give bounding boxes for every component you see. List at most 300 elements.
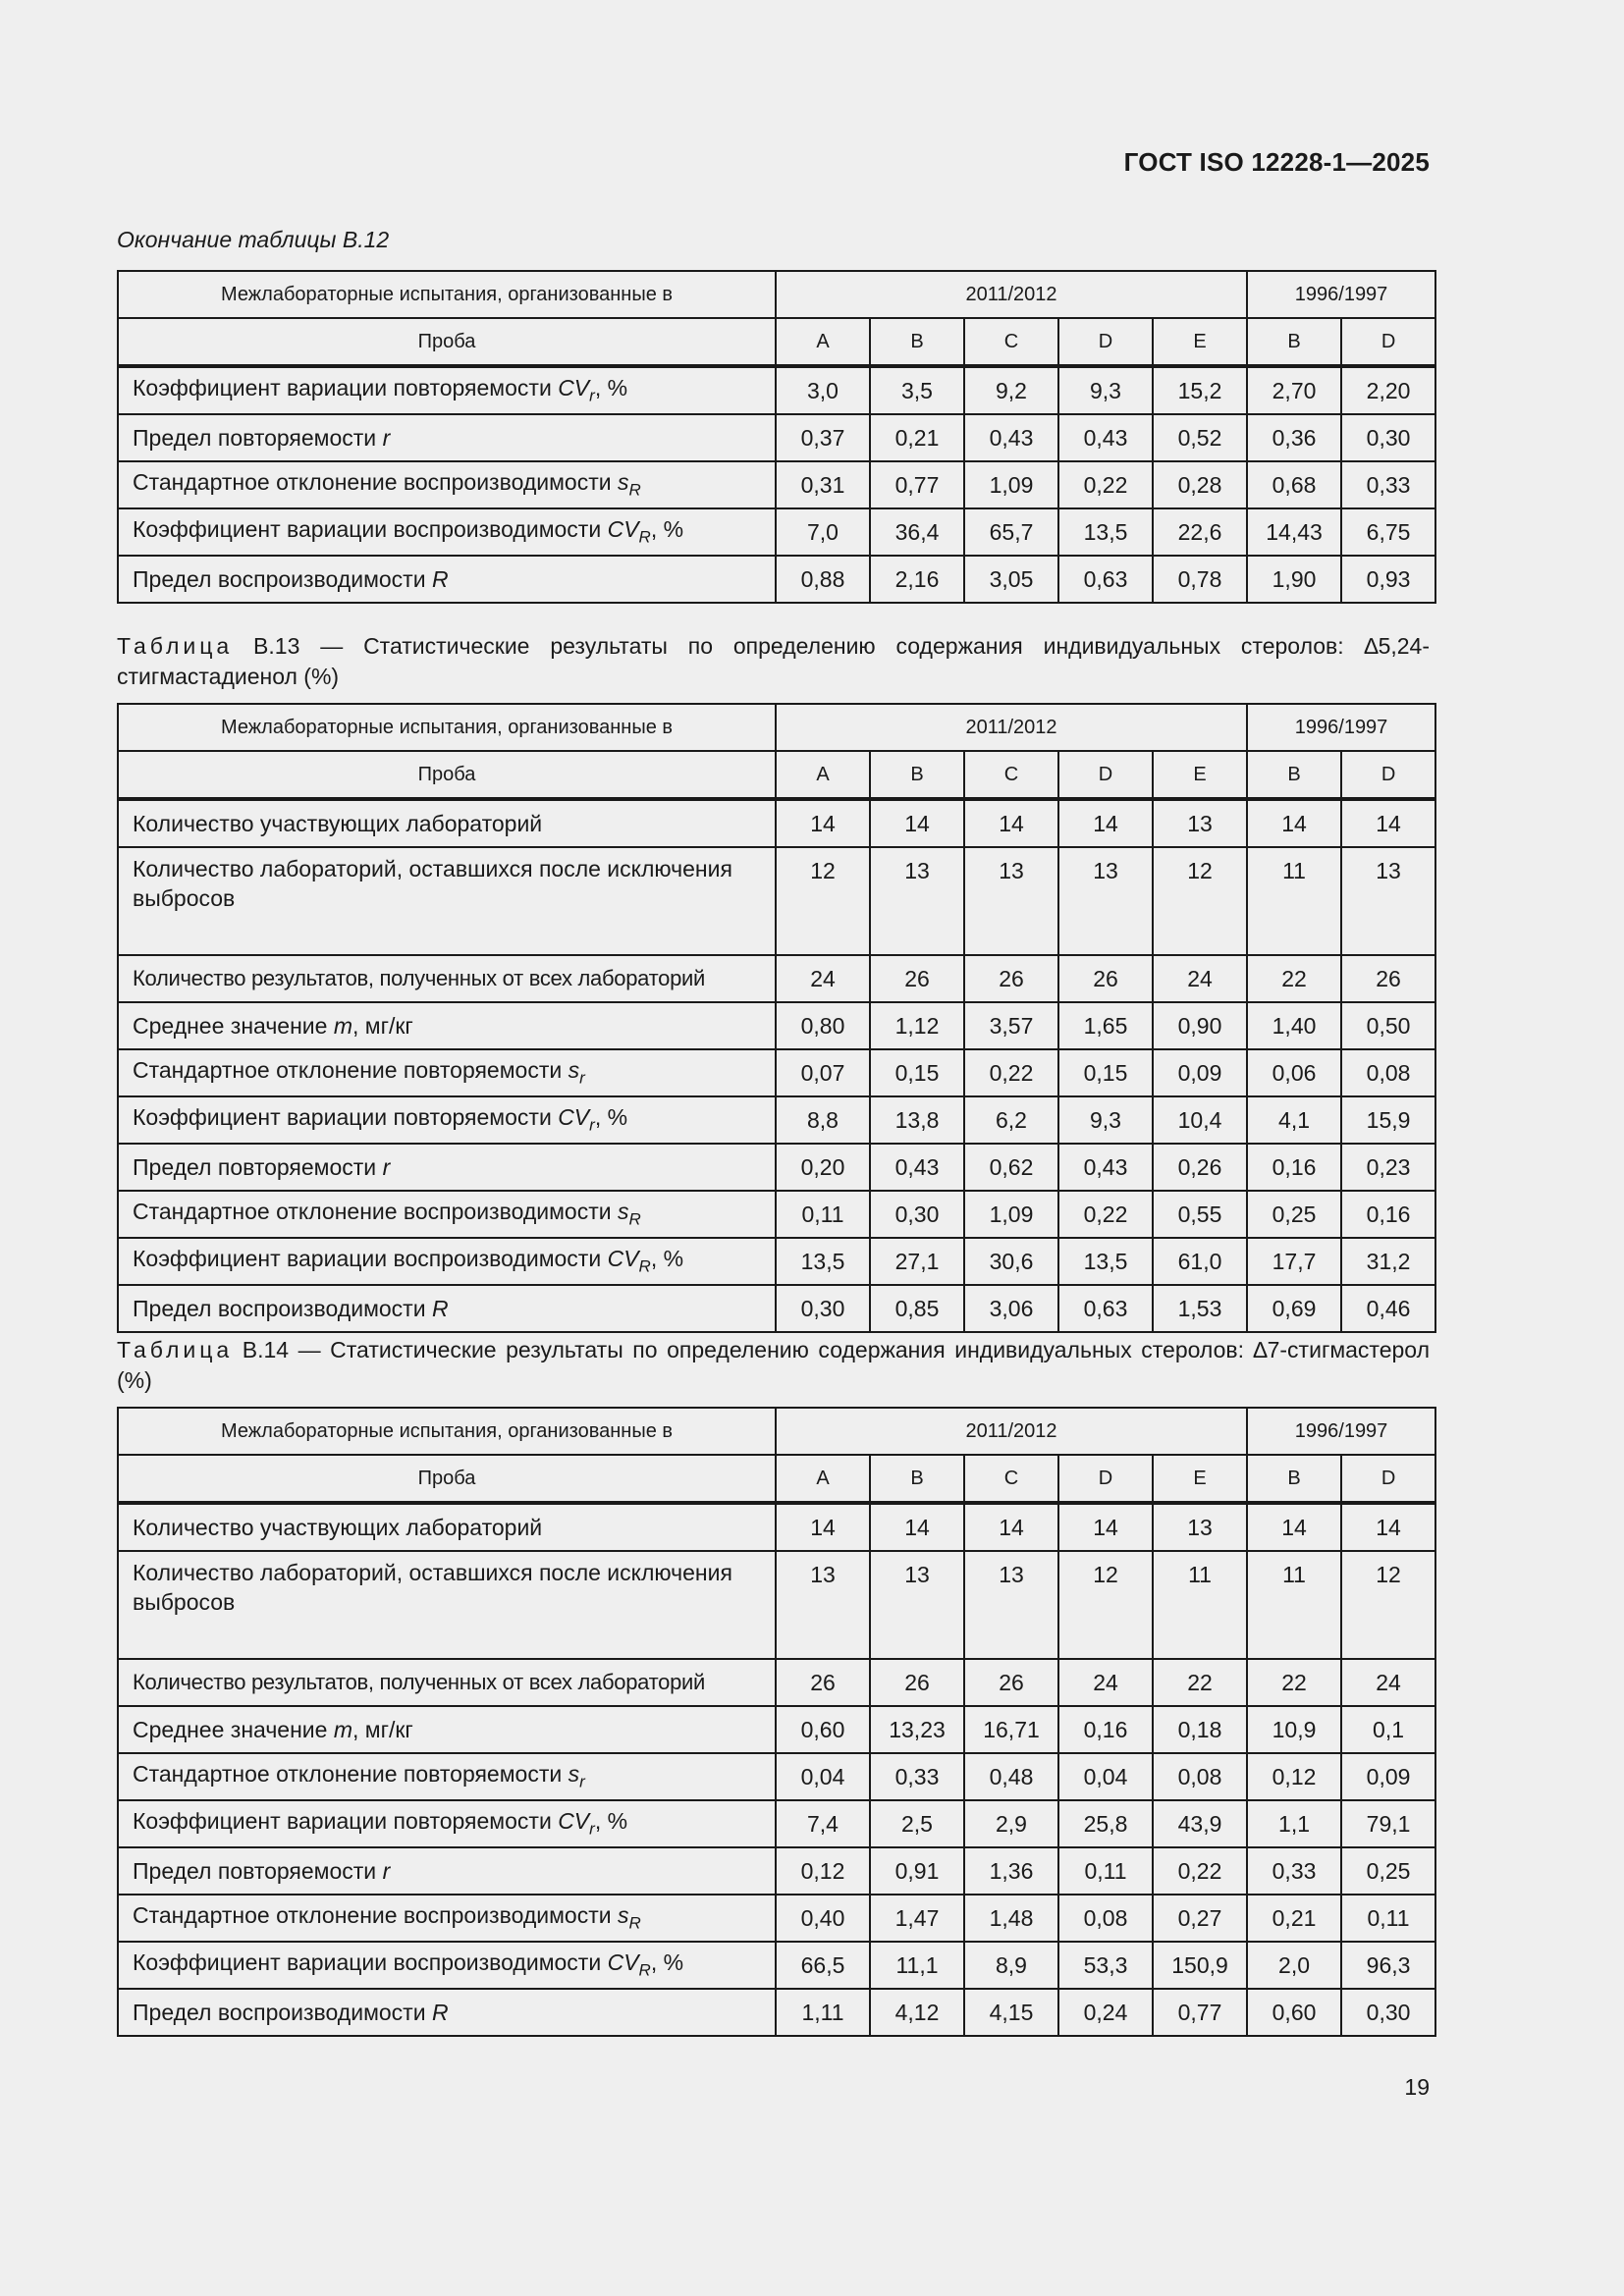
row-label-subscript: R xyxy=(638,1256,651,1276)
value-cell: 12 xyxy=(1153,847,1247,955)
header-group-2011-2012: 2011/2012 xyxy=(776,271,1247,318)
value-cell: 14 xyxy=(776,1503,870,1551)
header-sample-cell: B xyxy=(1247,1455,1341,1503)
value-cell: 8,8 xyxy=(776,1096,870,1144)
row-label xyxy=(118,1800,776,1847)
header-sample-cell: B xyxy=(1247,751,1341,799)
header-sample-cell: D xyxy=(1341,1455,1435,1503)
header-row-sample xyxy=(118,318,1435,366)
value-cell: 16,71 xyxy=(964,1706,1058,1753)
table-b13-caption xyxy=(117,631,1430,692)
value-cell: 0,33 xyxy=(870,1753,964,1800)
row-label-text: Коэффициент вариации повторяемости xyxy=(133,1808,559,1835)
value-cell: 24 xyxy=(1058,1659,1153,1706)
row-label xyxy=(118,955,776,1002)
value-cell: 14 xyxy=(870,799,964,847)
value-cell: 0,25 xyxy=(1341,1847,1435,1895)
value-cell: 0,15 xyxy=(1058,1049,1153,1096)
header-sample-cell: E xyxy=(1153,318,1247,366)
value-cell: 1,1 xyxy=(1247,1800,1341,1847)
row-label-text: Количество участвующих лабораторий xyxy=(133,810,543,836)
value-cell: 11 xyxy=(1247,847,1341,955)
row-label xyxy=(118,1503,776,1551)
value-cell: 0,85 xyxy=(870,1285,964,1332)
table-row xyxy=(118,1144,1435,1191)
row-label-symbol: R xyxy=(431,1295,449,1321)
value-cell: 0,33 xyxy=(1247,1847,1341,1895)
header-row-sample xyxy=(118,751,1435,799)
value-cell: 12 xyxy=(776,847,870,955)
value-cell: 0,48 xyxy=(964,1753,1058,1800)
value-cell: 0,55 xyxy=(1153,1191,1247,1238)
value-cell: 13,23 xyxy=(870,1706,964,1753)
header-organized-label: Межлабораторные испытания, организованные в xyxy=(118,271,776,318)
value-cell: 0,88 xyxy=(776,556,870,603)
value-cell: 0,37 xyxy=(776,414,870,461)
value-cell: 12 xyxy=(1341,1551,1435,1659)
value-cell: 0,93 xyxy=(1341,556,1435,603)
header-sample-cell: E xyxy=(1153,751,1247,799)
value-cell: 0,60 xyxy=(776,1706,870,1753)
row-label-subscript: r xyxy=(589,386,595,405)
table-row xyxy=(118,414,1435,461)
table-word: Таблица xyxy=(117,633,234,659)
value-cell: 0,90 xyxy=(1153,1002,1247,1049)
table-b13-title: В.13 — Статистические результаты по определению содержания индивидуальных стеролов: ∆5,24-стигмастадиенол (%) xyxy=(117,633,1430,689)
row-label-text: Среднее значение xyxy=(133,1012,334,1039)
value-cell: 0,09 xyxy=(1341,1753,1435,1800)
row-label-subscript: R xyxy=(628,480,641,500)
value-cell: 96,3 xyxy=(1341,1942,1435,1989)
value-cell: 0,60 xyxy=(1247,1989,1341,2036)
value-cell: 3,0 xyxy=(776,366,870,414)
header-sample-cell: B xyxy=(1247,318,1341,366)
value-cell: 1,48 xyxy=(964,1895,1058,1942)
value-cell: 3,57 xyxy=(964,1002,1058,1049)
value-cell: 0,24 xyxy=(1058,1989,1153,2036)
value-cell: 9,2 xyxy=(964,366,1058,414)
header-sample-label: Проба xyxy=(118,751,776,799)
value-cell: 7,4 xyxy=(776,1800,870,1847)
row-label-unit: , мг/кг xyxy=(352,1716,413,1742)
value-cell: 0,68 xyxy=(1247,461,1341,508)
value-cell: 0,63 xyxy=(1058,556,1153,603)
row-label xyxy=(118,1847,776,1895)
value-cell: 22 xyxy=(1247,1659,1341,1706)
value-cell: 3,06 xyxy=(964,1285,1058,1332)
table-b12 xyxy=(117,270,1436,604)
value-cell: 2,9 xyxy=(964,1800,1058,1847)
row-label-unit: , % xyxy=(650,1246,684,1272)
value-cell: 13 xyxy=(1341,847,1435,955)
header-row-sample xyxy=(118,1455,1435,1503)
value-cell: 24 xyxy=(776,955,870,1002)
table-row xyxy=(118,847,1435,955)
table-row xyxy=(118,1238,1435,1285)
row-label xyxy=(118,414,776,461)
table-b14-caption xyxy=(117,1335,1430,1396)
value-cell: 0,22 xyxy=(1058,461,1153,508)
row-label-text: Предел повторяемости xyxy=(133,1153,383,1180)
value-cell: 0,52 xyxy=(1153,414,1247,461)
value-cell: 0,40 xyxy=(776,1895,870,1942)
value-cell: 2,20 xyxy=(1341,366,1435,414)
value-cell: 14,43 xyxy=(1247,508,1341,556)
row-label-text: Среднее значение xyxy=(133,1716,334,1742)
row-label-symbol: CV xyxy=(607,516,639,543)
value-cell: 22,6 xyxy=(1153,508,1247,556)
value-cell: 2,70 xyxy=(1247,366,1341,414)
value-cell: 0,31 xyxy=(776,461,870,508)
value-cell: 0,36 xyxy=(1247,414,1341,461)
value-cell: 13 xyxy=(964,1551,1058,1659)
value-cell: 14 xyxy=(1341,1503,1435,1551)
value-cell: 11 xyxy=(1247,1551,1341,1659)
value-cell: 2,5 xyxy=(870,1800,964,1847)
value-cell: 9,3 xyxy=(1058,1096,1153,1144)
header-row-organized xyxy=(118,704,1435,751)
row-label xyxy=(118,556,776,603)
header-sample-cell: B xyxy=(870,1455,964,1503)
value-cell: 0,16 xyxy=(1058,1706,1153,1753)
value-cell: 0,77 xyxy=(870,461,964,508)
value-cell: 14 xyxy=(1341,799,1435,847)
row-label-text: Количество участвующих лабораторий xyxy=(133,1514,543,1540)
value-cell: 3,05 xyxy=(964,556,1058,603)
value-cell: 26 xyxy=(870,1659,964,1706)
value-cell: 0,21 xyxy=(870,414,964,461)
value-cell: 0,18 xyxy=(1153,1706,1247,1753)
value-cell: 0,22 xyxy=(964,1049,1058,1096)
value-cell: 1,36 xyxy=(964,1847,1058,1895)
row-label-text: Предел воспроизводимости xyxy=(133,565,432,592)
value-cell: 10,9 xyxy=(1247,1706,1341,1753)
value-cell: 36,4 xyxy=(870,508,964,556)
value-cell: 14 xyxy=(1247,799,1341,847)
value-cell: 30,6 xyxy=(964,1238,1058,1285)
table-row xyxy=(118,1503,1435,1551)
header-sample-label: Проба xyxy=(118,318,776,366)
header-group-2011-2012: 2011/2012 xyxy=(776,704,1247,751)
row-label-symbol: m xyxy=(333,1012,352,1039)
value-cell: 6,75 xyxy=(1341,508,1435,556)
header-group-1996-1997: 1996/1997 xyxy=(1247,704,1435,751)
row-label-subscript: r xyxy=(579,1068,585,1088)
header-sample-label: Проба xyxy=(118,1455,776,1503)
row-label-text: Стандартное отклонение повторяемости xyxy=(133,1761,568,1788)
row-label-unit: , % xyxy=(594,1104,628,1131)
row-label xyxy=(118,1706,776,1753)
value-cell: 13 xyxy=(964,847,1058,955)
table-b14 xyxy=(117,1407,1436,2037)
table-word: Таблица xyxy=(117,1337,234,1362)
row-label-symbol: r xyxy=(382,1153,391,1180)
value-cell: 0,09 xyxy=(1153,1049,1247,1096)
page-number: 19 xyxy=(1404,2074,1430,2100)
value-cell: 0,16 xyxy=(1341,1191,1435,1238)
row-label-symbol: R xyxy=(431,1999,449,2025)
table-row xyxy=(118,799,1435,847)
value-cell: 13,5 xyxy=(776,1238,870,1285)
value-cell: 0,12 xyxy=(776,1847,870,1895)
table-row xyxy=(118,1847,1435,1895)
row-label-text: Количество результатов, полученных от всех лабораторий xyxy=(133,1670,705,1694)
table-row xyxy=(118,461,1435,508)
table-row xyxy=(118,1096,1435,1144)
row-label-unit: , % xyxy=(650,1949,684,1976)
row-label-text: Количество лабораторий, оставшихся после исключения выбросов xyxy=(133,1560,732,1615)
header-sample-cell: D xyxy=(1341,318,1435,366)
value-cell: 14 xyxy=(1247,1503,1341,1551)
value-cell: 1,12 xyxy=(870,1002,964,1049)
row-label-unit: , % xyxy=(594,1808,628,1835)
value-cell: 0,11 xyxy=(776,1191,870,1238)
row-label-unit: , % xyxy=(594,375,628,401)
value-cell: 7,0 xyxy=(776,508,870,556)
table-row xyxy=(118,1989,1435,2036)
row-label-text: Коэффициент вариации воспроизводимости xyxy=(133,1949,608,1976)
table-row xyxy=(118,1049,1435,1096)
row-label-subscript: R xyxy=(628,1913,641,1933)
value-cell: 12 xyxy=(1058,1551,1153,1659)
row-label-subscript: r xyxy=(589,1819,595,1839)
table-row xyxy=(118,1753,1435,1800)
table-row xyxy=(118,366,1435,414)
value-cell: 14 xyxy=(964,1503,1058,1551)
value-cell: 0,04 xyxy=(776,1753,870,1800)
row-label xyxy=(118,1551,776,1659)
row-label-text: Коэффициент вариации повторяемости xyxy=(133,375,559,401)
value-cell: 0,04 xyxy=(1058,1753,1153,1800)
row-label xyxy=(118,1753,776,1800)
document-standard-number: ГОСТ ISO 12228-1—2025 xyxy=(1123,147,1430,177)
table-row xyxy=(118,1659,1435,1706)
value-cell: 26 xyxy=(1341,955,1435,1002)
value-cell: 0,07 xyxy=(776,1049,870,1096)
value-cell: 22 xyxy=(1153,1659,1247,1706)
value-cell: 26 xyxy=(964,955,1058,1002)
value-cell: 0,22 xyxy=(1153,1847,1247,1895)
header-sample-cell: D xyxy=(1058,1455,1153,1503)
value-cell: 150,9 xyxy=(1153,1942,1247,1989)
row-label-text: Коэффициент вариации воспроизводимости xyxy=(133,516,608,543)
row-label xyxy=(118,1002,776,1049)
row-label-text: Предел повторяемости xyxy=(133,1857,383,1884)
value-cell: 0,43 xyxy=(1058,1144,1153,1191)
value-cell: 14 xyxy=(870,1503,964,1551)
value-cell: 0,33 xyxy=(1341,461,1435,508)
header-organized-label: Межлабораторные испытания, организованные в xyxy=(118,1408,776,1455)
value-cell: 0,20 xyxy=(776,1144,870,1191)
value-cell: 13 xyxy=(1058,847,1153,955)
value-cell: 11,1 xyxy=(870,1942,964,1989)
row-label-text: Количество лабораторий, оставшихся после исключения выбросов xyxy=(133,856,732,911)
header-sample-cell: A xyxy=(776,751,870,799)
row-label xyxy=(118,366,776,414)
value-cell: 0,08 xyxy=(1341,1049,1435,1096)
row-label-symbol: s xyxy=(568,1761,580,1788)
row-label xyxy=(118,1144,776,1191)
value-cell: 0,12 xyxy=(1247,1753,1341,1800)
row-label xyxy=(118,1285,776,1332)
value-cell: 3,5 xyxy=(870,366,964,414)
row-label-symbol: r xyxy=(382,1857,391,1884)
table-row xyxy=(118,1191,1435,1238)
value-cell: 26 xyxy=(1058,955,1153,1002)
value-cell: 24 xyxy=(1341,1659,1435,1706)
value-cell: 4,15 xyxy=(964,1989,1058,2036)
value-cell: 43,9 xyxy=(1153,1800,1247,1847)
row-label xyxy=(118,508,776,556)
header-row-organized xyxy=(118,1408,1435,1455)
row-label xyxy=(118,1049,776,1096)
value-cell: 15,9 xyxy=(1341,1096,1435,1144)
header-sample-cell: D xyxy=(1058,751,1153,799)
header-sample-cell: E xyxy=(1153,1455,1247,1503)
row-label-symbol: CV xyxy=(558,1104,590,1131)
row-label-text: Предел воспроизводимости xyxy=(133,1999,432,2025)
value-cell: 14 xyxy=(1058,799,1153,847)
table-row xyxy=(118,955,1435,1002)
value-cell: 22 xyxy=(1247,955,1341,1002)
header-sample-cell: C xyxy=(964,1455,1058,1503)
value-cell: 27,1 xyxy=(870,1238,964,1285)
value-cell: 26 xyxy=(776,1659,870,1706)
value-cell: 0,25 xyxy=(1247,1191,1341,1238)
value-cell: 0,30 xyxy=(1341,414,1435,461)
value-cell: 11 xyxy=(1153,1551,1247,1659)
value-cell: 0,78 xyxy=(1153,556,1247,603)
value-cell: 0,08 xyxy=(1153,1753,1247,1800)
table-row xyxy=(118,1895,1435,1942)
header-organized-label: Межлабораторные испытания, организованные в xyxy=(118,704,776,751)
value-cell: 15,2 xyxy=(1153,366,1247,414)
value-cell: 0,15 xyxy=(870,1049,964,1096)
row-label xyxy=(118,1895,776,1942)
row-label-symbol: CV xyxy=(607,1949,639,1976)
value-cell: 0,1 xyxy=(1341,1706,1435,1753)
row-label-text: Стандартное отклонение воспроизводимости xyxy=(133,1199,618,1225)
row-label-symbol: s xyxy=(568,1057,580,1084)
value-cell: 0,30 xyxy=(870,1191,964,1238)
row-label xyxy=(118,847,776,955)
row-label-unit: , мг/кг xyxy=(352,1012,413,1039)
value-cell: 0,43 xyxy=(964,414,1058,461)
value-cell: 0,77 xyxy=(1153,1989,1247,2036)
header-sample-cell: A xyxy=(776,318,870,366)
row-label xyxy=(118,1659,776,1706)
header-row-organized xyxy=(118,271,1435,318)
row-label-subscript: r xyxy=(589,1115,595,1135)
value-cell: 13 xyxy=(1153,799,1247,847)
table-row xyxy=(118,1800,1435,1847)
value-cell: 53,3 xyxy=(1058,1942,1153,1989)
value-cell: 0,06 xyxy=(1247,1049,1341,1096)
value-cell: 79,1 xyxy=(1341,1800,1435,1847)
table-row xyxy=(118,556,1435,603)
row-label xyxy=(118,1096,776,1144)
table-b13 xyxy=(117,703,1436,1333)
row-label-text: Коэффициент вариации повторяемости xyxy=(133,1104,559,1131)
row-label xyxy=(118,799,776,847)
header-sample-cell: B xyxy=(870,751,964,799)
table-row xyxy=(118,508,1435,556)
value-cell: 0,30 xyxy=(776,1285,870,1332)
row-label-symbol: s xyxy=(618,1902,629,1929)
row-label-unit: , % xyxy=(650,516,684,543)
value-cell: 0,80 xyxy=(776,1002,870,1049)
row-label xyxy=(118,1238,776,1285)
value-cell: 17,7 xyxy=(1247,1238,1341,1285)
header-sample-cell: B xyxy=(870,318,964,366)
value-cell: 4,1 xyxy=(1247,1096,1341,1144)
row-label-symbol: m xyxy=(333,1716,352,1742)
value-cell: 13,8 xyxy=(870,1096,964,1144)
row-label-symbol: s xyxy=(618,1199,629,1225)
row-label-text: Стандартное отклонение воспроизводимости xyxy=(133,469,618,496)
table-row xyxy=(118,1002,1435,1049)
table-row xyxy=(118,1706,1435,1753)
value-cell: 0,23 xyxy=(1341,1144,1435,1191)
value-cell: 0,27 xyxy=(1153,1895,1247,1942)
value-cell: 0,16 xyxy=(1247,1144,1341,1191)
row-label-symbol: r xyxy=(382,424,391,451)
value-cell: 0,08 xyxy=(1058,1895,1153,1942)
value-cell: 14 xyxy=(1058,1503,1153,1551)
value-cell: 1,09 xyxy=(964,461,1058,508)
value-cell: 0,46 xyxy=(1341,1285,1435,1332)
value-cell: 14 xyxy=(776,799,870,847)
value-cell: 1,09 xyxy=(964,1191,1058,1238)
row-label-text: Стандартное отклонение воспроизводимости xyxy=(133,1902,618,1929)
value-cell: 0,22 xyxy=(1058,1191,1153,1238)
row-label-symbol: s xyxy=(618,469,629,496)
row-label-symbol: CV xyxy=(558,1808,590,1835)
row-label-subscript: R xyxy=(628,1209,641,1229)
row-label-subscript: R xyxy=(638,1960,651,1980)
value-cell: 9,3 xyxy=(1058,366,1153,414)
value-cell: 8,9 xyxy=(964,1942,1058,1989)
value-cell: 25,8 xyxy=(1058,1800,1153,1847)
value-cell: 0,43 xyxy=(870,1144,964,1191)
value-cell: 0,26 xyxy=(1153,1144,1247,1191)
value-cell: 0,11 xyxy=(1341,1895,1435,1942)
value-cell: 13 xyxy=(870,1551,964,1659)
value-cell: 24 xyxy=(1153,955,1247,1002)
value-cell: 61,0 xyxy=(1153,1238,1247,1285)
row-label-symbol: CV xyxy=(558,375,590,401)
row-label-subscript: R xyxy=(638,527,651,547)
row-label-text: Предел повторяемости xyxy=(133,424,383,451)
value-cell: 0,62 xyxy=(964,1144,1058,1191)
value-cell: 10,4 xyxy=(1153,1096,1247,1144)
table-b12-caption: Окончание таблицы В.12 xyxy=(117,227,390,252)
row-label xyxy=(118,1989,776,2036)
header-sample-cell: A xyxy=(776,1455,870,1503)
value-cell: 4,12 xyxy=(870,1989,964,2036)
row-label-symbol: R xyxy=(431,565,449,592)
value-cell: 1,90 xyxy=(1247,556,1341,603)
header-sample-cell: D xyxy=(1341,751,1435,799)
value-cell: 6,2 xyxy=(964,1096,1058,1144)
table-row xyxy=(118,1942,1435,1989)
row-label xyxy=(118,461,776,508)
row-label xyxy=(118,1942,776,1989)
header-sample-cell: C xyxy=(964,751,1058,799)
row-label-symbol: CV xyxy=(607,1246,639,1272)
value-cell: 26 xyxy=(870,955,964,1002)
value-cell: 13 xyxy=(870,847,964,955)
